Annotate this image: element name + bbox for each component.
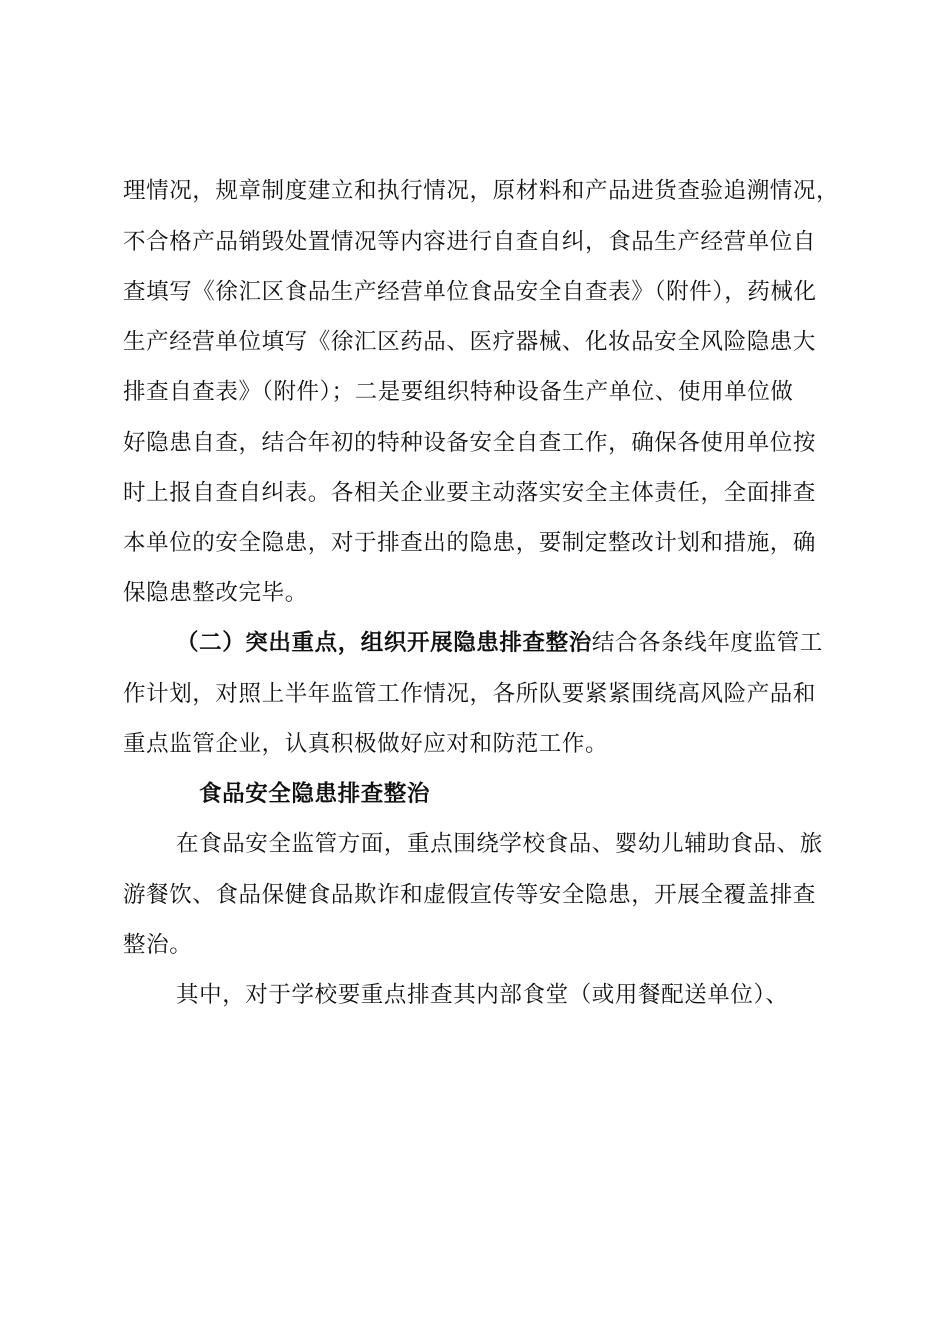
section-paragraph-line bbox=[176, 628, 846, 658]
section-text: 结合各条线年度监管工 bbox=[591, 630, 823, 656]
body-text-line: 时上报自查自纠表。各相关企业要主动落实安全主体责任，全面排查 bbox=[123, 480, 817, 506]
body-text-line: 生产经营单位填写《徐汇区药品、医疗器械、化妆品安全风险隐患大 bbox=[123, 329, 817, 355]
body-text-line: 整治。 bbox=[123, 932, 193, 958]
body-text-line: 保隐患整改完毕。 bbox=[123, 580, 308, 606]
body-text-line: 好隐患自查，结合年初的特种设备安全自查工作，确保各使用单位按 bbox=[123, 430, 817, 456]
body-text-line: 查填写《徐汇区食品生产经营单位食品安全自查表》（附件），药械化 bbox=[123, 279, 817, 305]
body-text-line: 不合格产品销毁处置情况等内容进行自查自纠，食品生产经营单位自 bbox=[123, 229, 817, 255]
body-text-line: 游餐饮、食品保健食品欺诈和虚假宣传等安全隐患，开展全覆盖排查 bbox=[123, 882, 817, 908]
body-text-line: 重点监管企业，认真积极做好应对和防范工作。 bbox=[123, 731, 609, 757]
body-text-line: 排查自查表》（附件）；二是要组织特种设备生产单位、使用单位做 bbox=[123, 379, 794, 405]
body-text-line: 本单位的安全隐患，对于排查出的隐患，要制定整改计划和措施，确 bbox=[123, 530, 817, 556]
body-text-line: 其中，对于学校要重点排查其内部食堂（或用餐配送单位）、 bbox=[176, 982, 789, 1008]
body-text-line: 作计划，对照上半年监管工作情况，各所队要紧紧围绕高风险产品和 bbox=[123, 681, 817, 707]
body-text-line: 在食品安全监管方面，重点围绕学校食品、婴幼儿辅助食品、旅 bbox=[176, 831, 823, 857]
section-heading: （二）突出重点，组织开展隐患排查整治 bbox=[176, 630, 592, 656]
body-text-line: 理情况，规章制度建立和执行情况，原材料和产品进货查验追溯情况， bbox=[123, 178, 840, 204]
subsection-heading: 食品安全隐患排查整治 bbox=[199, 781, 431, 807]
